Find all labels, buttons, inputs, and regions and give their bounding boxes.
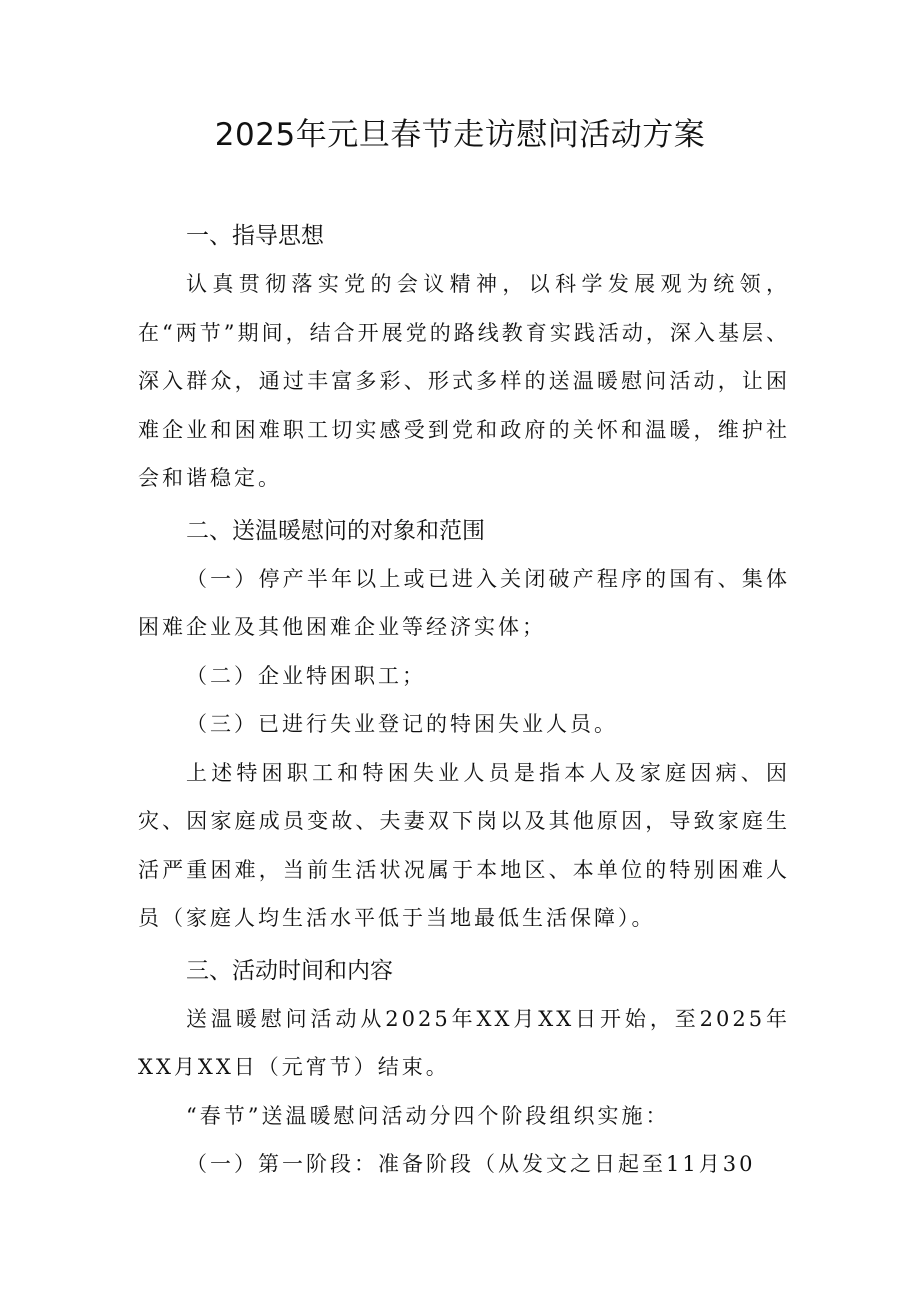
document-body [138, 212, 790, 1189]
paragraph: （一）停产半年以上或已进入关闭破产程序的国有、集体困难企业及其他困难企业等经济实体； [138, 566, 790, 639]
section-heading: 二、送温暖慰问的对象和范围 [186, 517, 485, 544]
section-targets-scope [138, 507, 790, 943]
section-time-content [138, 947, 790, 1189]
document-title: 2025年元旦春节走访慰问活动方案 [214, 117, 706, 153]
paragraph: （一）第一阶段：准备阶段（从发文之日起至11月30 [186, 1152, 756, 1176]
section-heading: 三、活动时间和内容 [186, 957, 393, 984]
paragraph: （二）企业特困职工； [186, 663, 426, 688]
paragraph: 送温暖慰问活动从2025年XX月XX日开始，至2025年XX月XX日（元宵节）结束。 [138, 1006, 790, 1079]
paragraph: 上述特困职工和特困失业人员是指本人及家庭因病、因灾、因家庭成员变故、夫妻双下岗以及其他原因，导致家庭生活严重困难，当前生活状况属于本地区、本单位的特别困难人员（家庭人均生活水平低于当地最低生活保障）。 [138, 760, 790, 930]
section-guiding-ideology [138, 212, 790, 503]
paragraph: 认真贯彻落实党的会议精神，以科学发展观为统领，在“两节”期间，结合开展党的路线教育实践活动，深入基层、深入群众，通过丰富多彩、形式多样的送温暖慰问活动，让困难企业和困难职工切实感受到党和政府的关怀和温暖，维护社会和谐稳定。 [138, 272, 790, 490]
paragraph: （三）已进行失业登记的特困失业人员。 [186, 712, 618, 736]
section-heading: 一、指导思想 [186, 223, 324, 249]
paragraph: “春节”送温暖慰问活动分四个阶段组织实施： [186, 1103, 670, 1128]
